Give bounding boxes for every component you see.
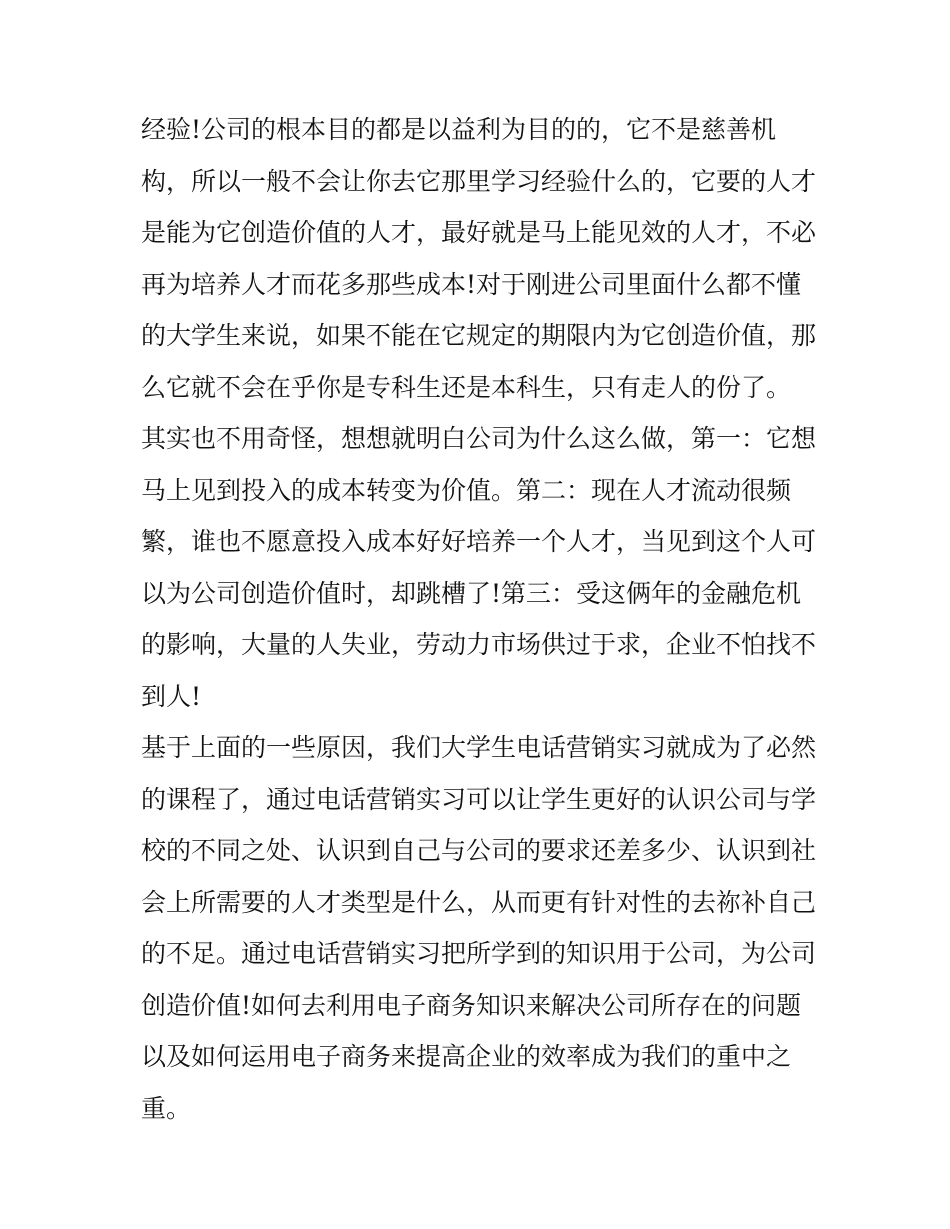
text-line: 再为培养人才而花多那些成本!对于刚进公司里面什么都不懂: [141, 269, 802, 299]
text-line: 么它就不会在乎你是专科生还是本科生，只有走人的份了。: [141, 372, 792, 402]
text-line: 的课程了，通过电话营销实习可以让学生更好的认识公司与学: [141, 784, 817, 814]
text-line: 其实也不用奇怪，想想就明白公司为什么这么做，第一：它想: [141, 424, 817, 453]
text-line: 繁，谁也不愿意投入成本好好培养一个人才，当见到这个人可: [141, 527, 817, 556]
document-body: [141, 110, 821, 1140]
text-line: 的不足。通过电话营销实习把所学到的知识用于公司，为公司: [141, 939, 817, 968]
text-line: 马上见到投入的成本转变为价值。第二：现在人才流动很频: [141, 475, 792, 505]
text-line: 到人!: [141, 681, 202, 711]
text-line: 校的不同之处、认识到自己与公司的要求还差多少、认识到社: [141, 836, 817, 865]
text-line: 经验!公司的根本目的都是以益利为目的的，它不是慈善机: [141, 115, 777, 144]
text-line: 构，所以一般不会让你去它那里学习经验什么的，它要的人才: [141, 166, 817, 196]
text-line: 重。: [141, 1093, 192, 1123]
text-line: 的大学生来说，如果不能在它规定的期限内为它创造价值，那: [141, 321, 817, 350]
text-line: 基于上面的一些原因，我们大学生电话营销实习就成为了必然: [141, 733, 817, 762]
text-line: 会上所需要的人才类型是什么，从而更有针对性的去祢补自己: [141, 887, 817, 917]
text-line: 的影响，大量的人失业，劳动力市场供过于求，企业不怕找不: [141, 630, 817, 659]
text-line: 创造价值!如何去利用电子商务知识来解决公司所存在的问题: [141, 990, 802, 1020]
text-line: 以及如何运用电子商务来提高企业的效率成为我们的重中之: [141, 1042, 792, 1071]
text-line: 以为公司创造价值时，却跳槽了!第三：受这俩年的金融危机: [141, 578, 802, 608]
text-line: 是能为它创造价值的人才，最好就是马上能见效的人才，不必: [141, 218, 817, 247]
